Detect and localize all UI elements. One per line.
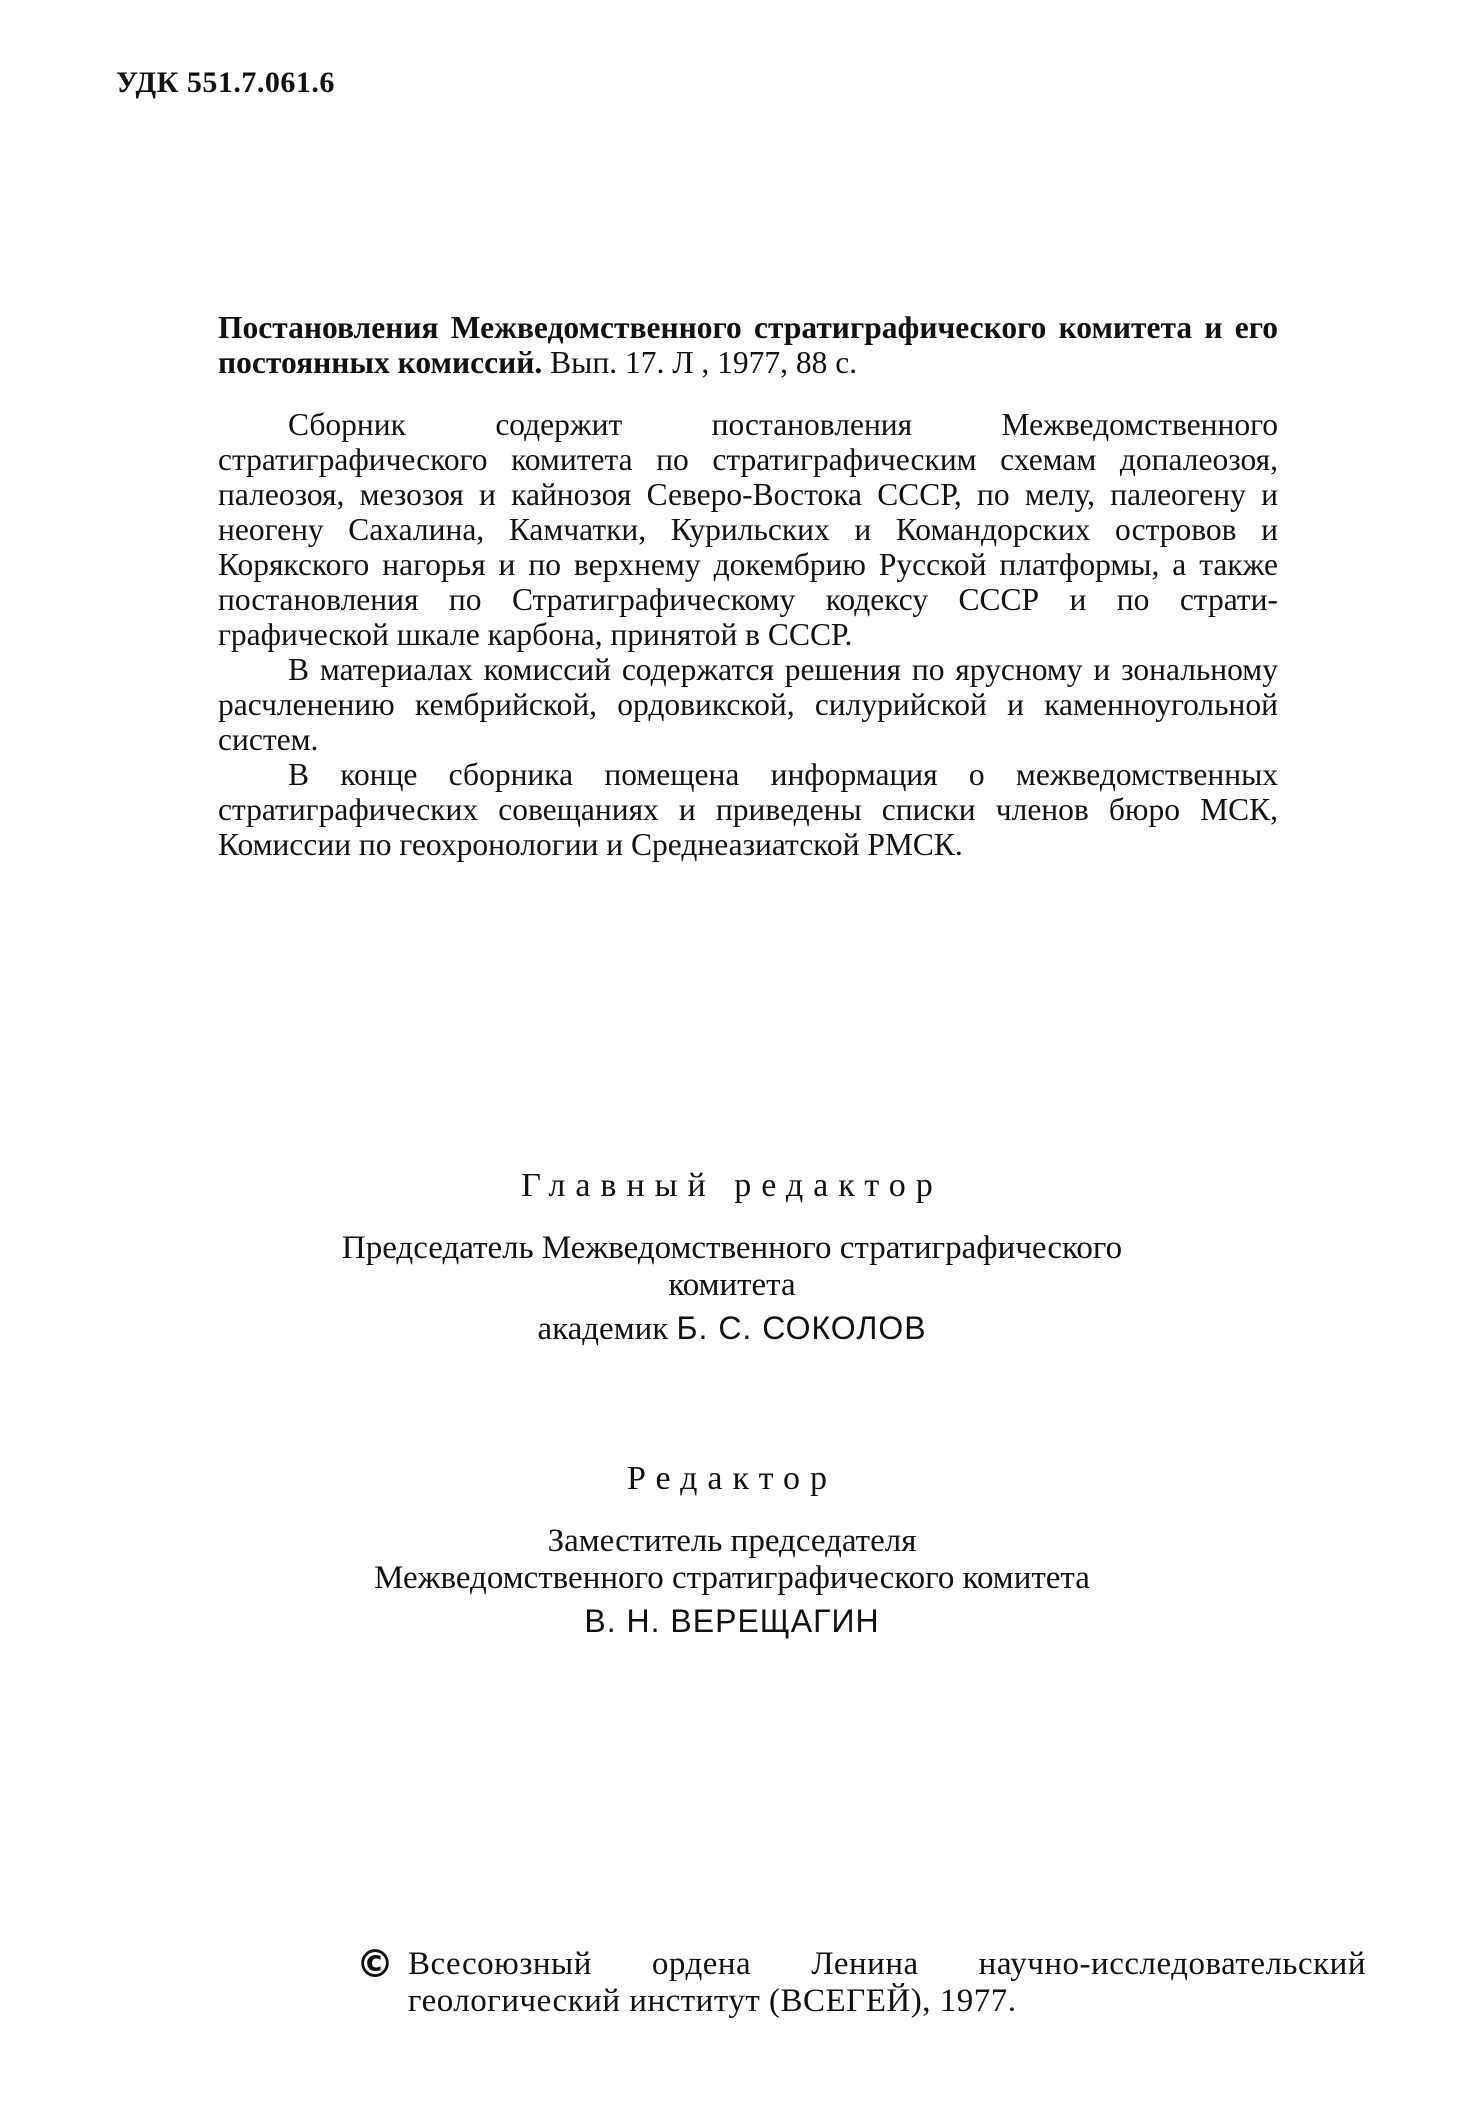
title-bold: Постановления Межведомственного стратиграфического комитета и его постоянных комиссий. [218, 310, 1278, 380]
editor-block [0, 1460, 1464, 1640]
chief-editor-heading: Главный редактор [521, 1167, 943, 1204]
copyright-icon: © [356, 1942, 394, 1986]
abstract-section [218, 310, 1278, 862]
abstract-body [218, 407, 1278, 862]
chief-editor-position-line2: комитета [668, 1267, 796, 1303]
editor-heading: Редактор [627, 1460, 837, 1497]
editor-position-line1: Заместитель председателя [547, 1523, 917, 1559]
chief-editor-name: Б. С. СОКОЛОВ [676, 1310, 927, 1346]
title-issue-info: Вып. 17. Л , 1977, 88 с. [542, 345, 858, 380]
editor-position-line2: Межведомственного стратиграфического комитета [374, 1560, 1090, 1596]
chief-editor-name-line [0, 1310, 1464, 1348]
abstract-paragraph: В конце сборника помещена информация о межведомственных стратиграфических совещаниях и приведены списки членов бюро МСК, Комиссии по геохронологии и Среднеазиатской РМСК. [218, 757, 1278, 862]
abstract-paragraph: Сборник содержит постановления Межведомственного стратиграфического комитета по стратиграфическим схемам допалеозоя, палеозоя, мезозоя и кайнозоя Северо-Востока СССР, по мелу, палеогену и неогену Сахалина, Камчатки, Курильских и Командорских островов и Корякского нагорья и по верхнему докембрию Русской платформы, а также постановления по Стратиграфическому кодексу СССР и по стратиграфической шкале карбона, принятой в СССР. [218, 407, 1278, 652]
editor-name: В. Н. ВЕРЕЩАГИН [584, 1603, 880, 1639]
bibliographic-title [218, 310, 1278, 380]
udk-code: УДК 551.7.061.6 [116, 66, 335, 99]
chief-editor-position-line1: Председатель Межведомственного стратиграфического [341, 1230, 1123, 1266]
copyright-notice [356, 1942, 1366, 2020]
chief-editor-title: академик [537, 1311, 669, 1347]
abstract-paragraph: В материалах комиссий содержатся решения по ярусному и зональному расчленению кембрийской, ордовикской, силурийской и каменноугольной систем. [218, 652, 1278, 757]
copyright-text: Всесоюзный ордена Ленина научно-исследовательский геологический институт (ВСЕГЕЙ), 1977. [408, 1946, 1366, 2019]
chief-editor-block [0, 1167, 1464, 1348]
